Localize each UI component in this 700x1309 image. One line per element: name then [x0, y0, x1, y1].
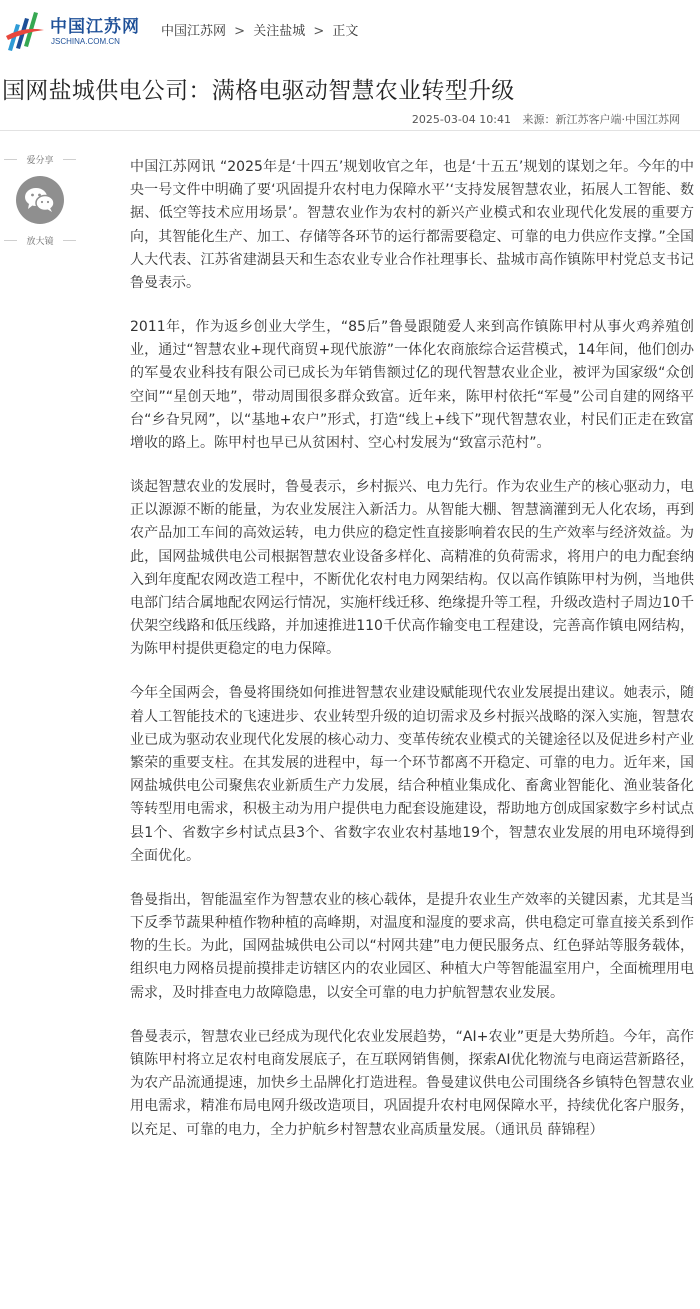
- zoom-button[interactable]: 放大镜: [26, 237, 54, 247]
- article-body: [130, 156, 694, 1163]
- site-logo[interactable]: [4, 6, 144, 54]
- title-divider: [0, 130, 700, 131]
- breadcrumb-home[interactable]: 中国江苏网: [161, 24, 227, 39]
- paragraph: 2011年，作为返乡创业大学生，“85后”鲁曼跟随爱人来到高作镇陈甲村从事火鸡养殖创业，通过“智慧农业+现代商贸+现代旅游”一体化农商旅综合运营模式，14年间，他们创办的军曼农业科技有限公司已成长为年销售额过亿的现代智慧农业企业，被评为国家级“众创空间”“星创天地”，带动周围很多群众致富。近年来，陈甲村依托“军曼”公司自建的网络平台“乡旮旯网”，以“基地+农户”形式，打造“线上+线下”现代智慧农业，村民们正走在致富增收的路上。陈甲村也早已从贫困村、空心村发展为“致富示范村”。: [130, 319, 694, 452]
- divider: [63, 240, 76, 241]
- logo-domain: JSCHINA.COM.CN: [51, 37, 120, 46]
- logo-name: 中国江苏网: [50, 17, 140, 37]
- share-label: 爱分享: [26, 156, 54, 166]
- paragraph: 谈起智慧农业的发展时，鲁曼表示，乡村振兴、电力先行。作为农业生产的核心驱动力，电正以源源不断的能量，为农业发展注入新活力。从智能大棚、智慧滴灌到无人化农场，再到农产品加工车间的高效运转，电力供应的稳定性直接影响着农民的生产效率与经济效益。为此，国网盐城供电公司根据智慧农业设备多样化、高精准的负荷需求，将用户的电力配套纳入到年度配农网改造工程中，不断优化农村电力网架结构。仅以高作镇陈甲村为例，当地供电部门结合属地配农网运行情况，实施杆线迁移、绝缘提升等工程，升级改造村子周边10千伏架空线路和低压线路，并加速推进110千伏高作输变电工程建设，完善高作镇电网结构，为陈甲村提供更稳定的电力保障。: [130, 479, 694, 658]
- breadcrumb-separator: >: [313, 24, 325, 39]
- breadcrumb-section[interactable]: 关注盐城: [253, 24, 306, 39]
- article-meta: [412, 111, 680, 127]
- article-title: 国网盐城供电公司：满格电驱动智慧农业转型升级: [2, 78, 515, 104]
- paragraph: 今年全国两会，鲁曼将围绕如何推进智慧农业建设赋能现代农业发展提出建议。她表示，随着人工智能技术的飞速进步、农业转型升级的迫切需求及乡村振兴战略的深入实施，智慧农业已成为驱动农业现代化发展的核心动力、变革传统农业模式的关键途径以及促进乡村产业繁荣的重要支柱。在其发展的进程中，每一个环节都离不开稳定、可靠的电力。近年来，国网盐城供电公司聚焦农业新质生产力发展，结合种植业集成化、畜禽业智能化、渔业装备化等转型用电需求，积极主动为用户提供电力配套设施建设，帮助地方创成国家数字乡村试点县1个、省数字乡村试点县3个、省数字农业农村基地19个，智慧农业发展的用电环境得到全面优化。: [130, 685, 694, 864]
- wechat-icon: [24, 186, 56, 214]
- share-sidebar: [0, 150, 80, 250]
- breadcrumb: [161, 20, 358, 39]
- site-header: [0, 0, 700, 60]
- article-source: 来源：新江苏客户端·中国江苏网: [522, 113, 680, 126]
- breadcrumb-separator: >: [234, 24, 246, 39]
- logo-mark-icon: [4, 6, 46, 52]
- breadcrumb-current: 正文: [332, 24, 359, 39]
- paragraph: 鲁曼指出，智能温室作为智慧农业的核心载体，是提升农业生产效率的关键因素，尤其是当下反季节蔬果种植作物种植的高峰期，对温度和湿度的要求高，供电稳定可靠直接关系到作物的生长。为此，国网盐城供电公司以“村网共建”电力便民服务点、红色驿站等服务载体，组织电力网格员提前摸排走访辖区内的农业园区、种植大户等智能温室用户，全面梳理用电需求，及时排查电力故障隐患，以安全可靠的电力护航智慧农业发展。: [130, 891, 694, 1001]
- wechat-share-button[interactable]: [16, 176, 64, 224]
- publish-date: 2025-03-04 10:41: [411, 113, 511, 126]
- paragraph: 中国江苏网讯 “2025年是‘十四五’规划收官之年，也是‘十五五’规划的谋划之年。今年的中央一号文件中明确了要‘巩固提升农村电力保障水平’‘支持发展智慧农业，拓展人工智能、数据、低空等技术应用场景’。智慧农业作为农村的新兴产业模式和农业现代化发展的重要方向，其智能化生产、加工、存储等各环节的运行都需要稳定、可靠的电力供应作支撑。”全国人大代表、江苏省建湖县天和生态农业专业合作社理事长、盐城市高作镇陈甲村党总支书记鲁曼表示。: [130, 159, 694, 292]
- paragraph: 鲁曼表示，智慧农业已经成为现代化农业发展趋势，“AI+农业”更是大势所趋。今年，高作镇陈甲村将立足农村电商发展底子，在互联网销售侧，探索AI优化物流与电商运营新路径，为农产品流通提速，加快乡土品牌化打造进程。鲁曼建议供电公司围绕各乡镇特色智慧农业用电需求，精准布局电网升级改造项目，巩固提升农村电网保障水平，持续优化客户服务，以充足、可靠的电力，全力护航乡村智慧农业高质量发展。（通讯员 薛锦程）: [130, 1028, 694, 1138]
- divider: [63, 159, 76, 160]
